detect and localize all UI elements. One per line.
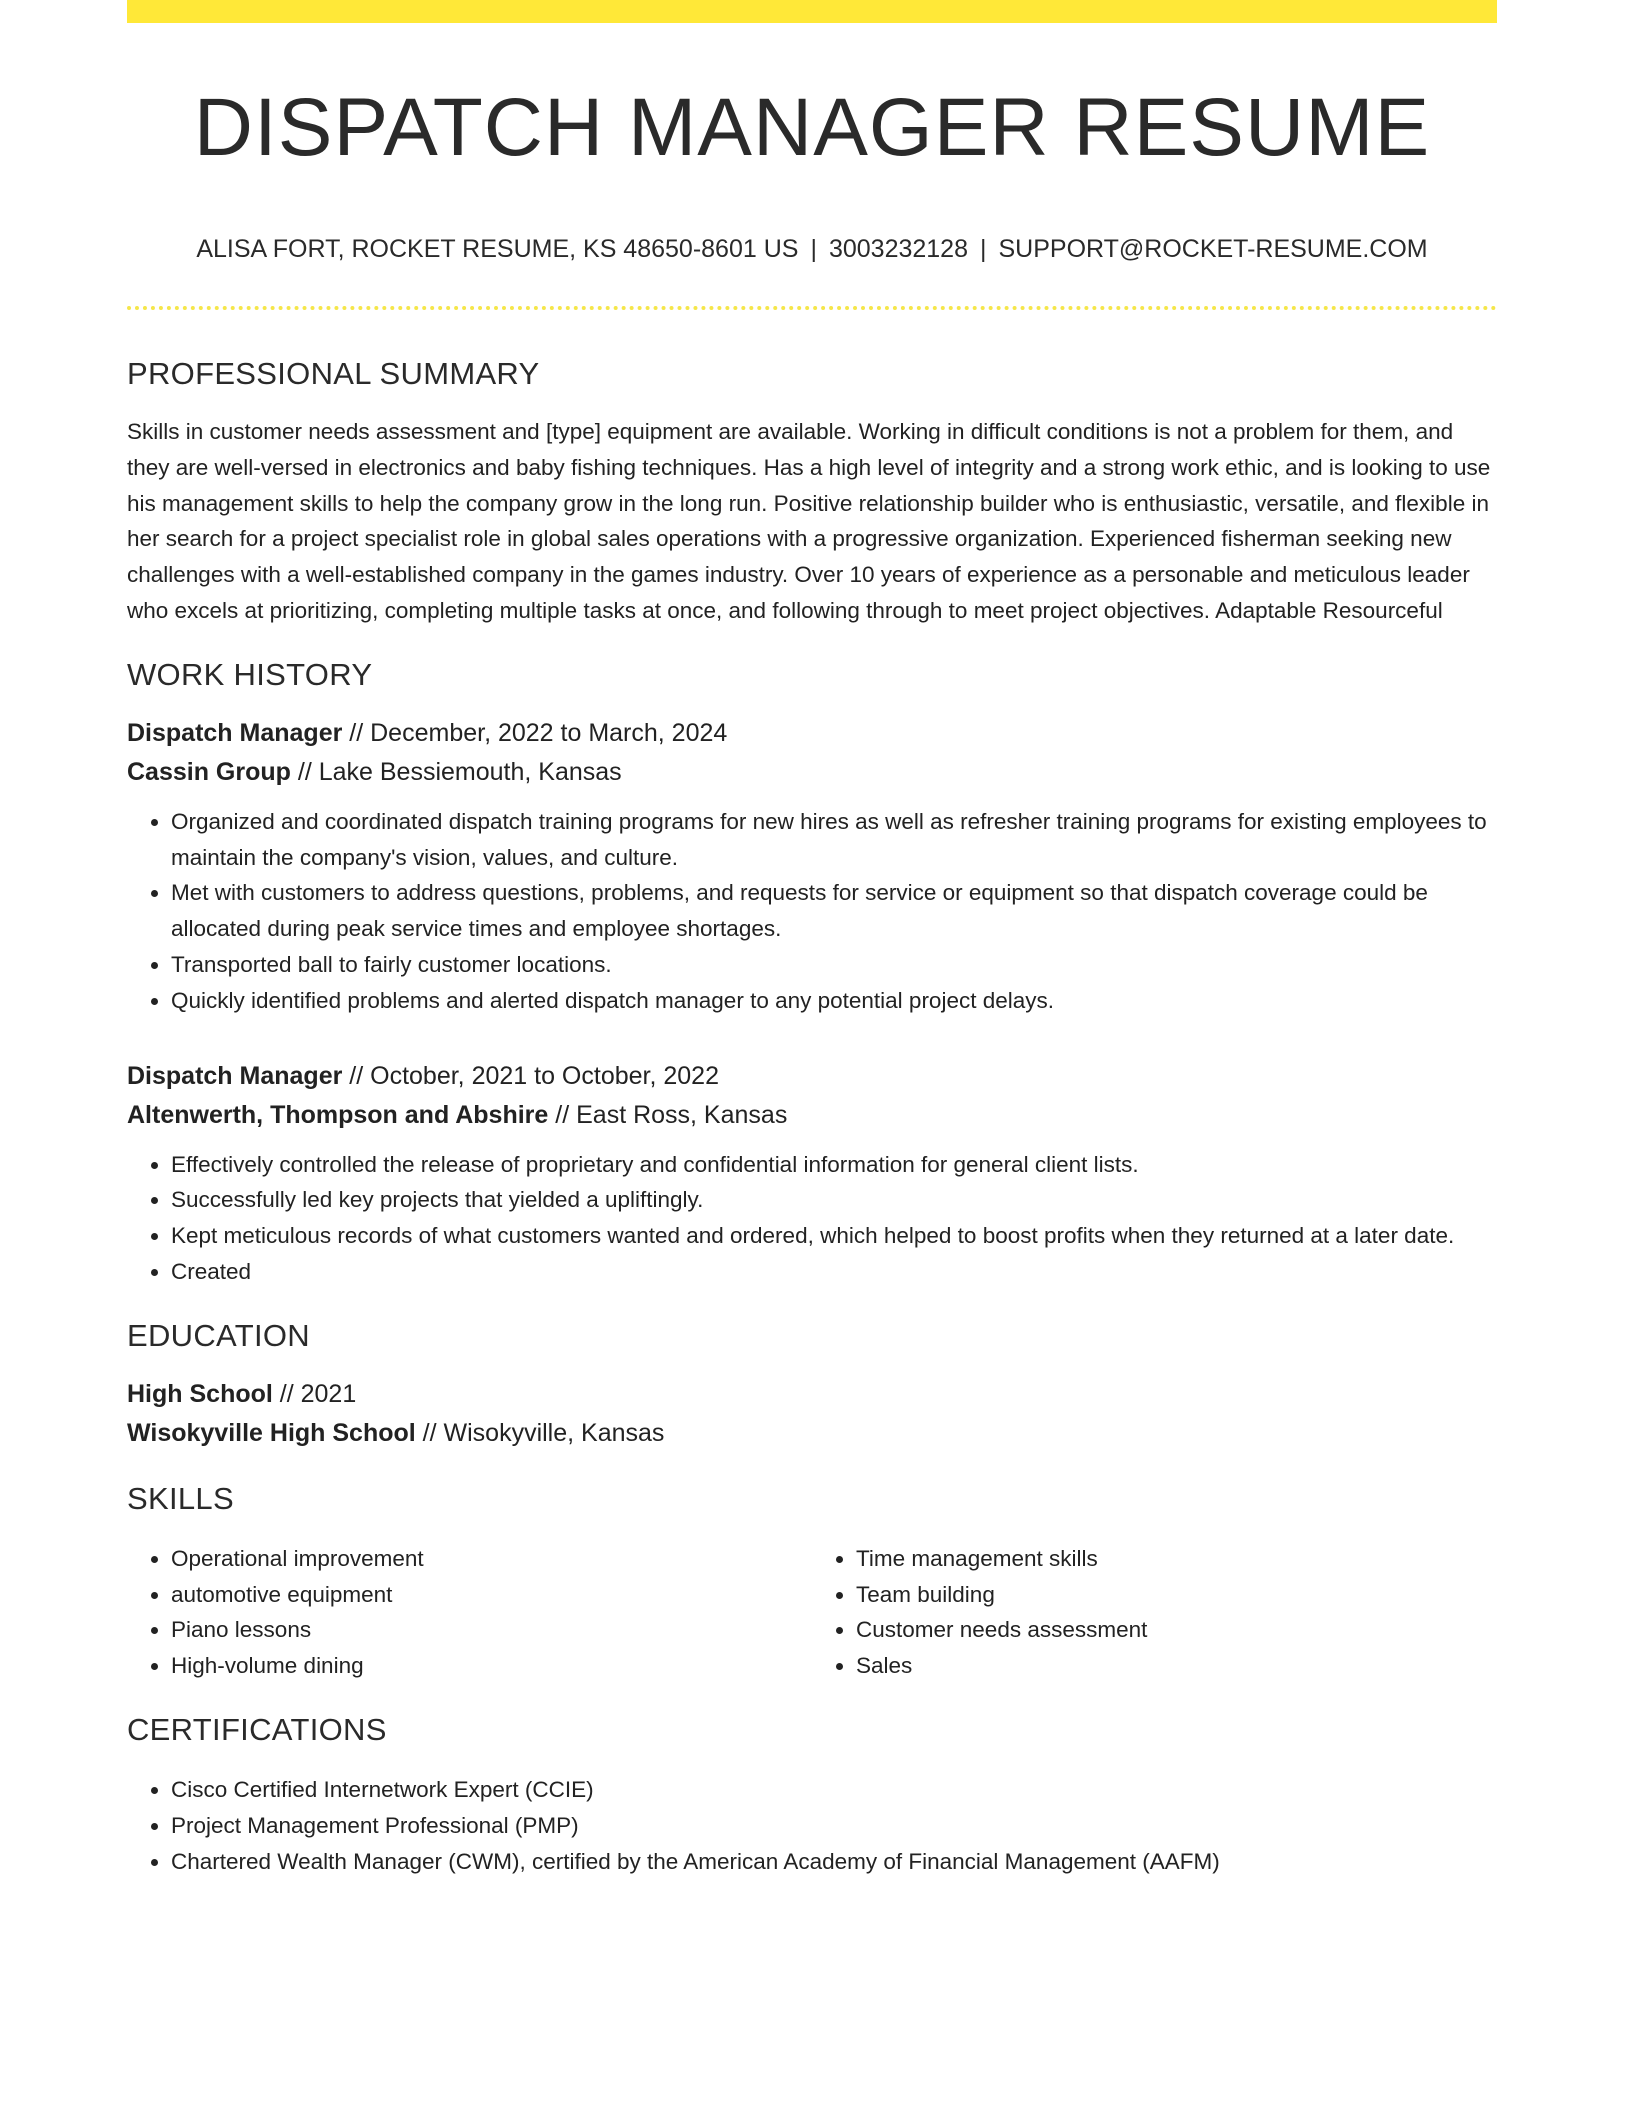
education-location: // Wisokyville, Kansas: [415, 1418, 665, 1447]
certifications-list: [127, 1772, 1497, 1879]
skill-item: • Team building: [856, 1577, 1497, 1613]
work-history-section: [127, 655, 1497, 1290]
summary-text: Skills in customer needs assessment and [type] equipment are available. Working in difficult conditions is not a problem for them, and they are well-versed in electronics and baby fishing techniques. Has a high level of integrity and a strong work ethic, and is looking to use his management skills to help the company grow in the long run. Positive relationship builder who is enthusiastic, versatile, and flexible in her search for a project specialist role in global sales operations with a progressive organization. Experienced fisherman seeking new challenges with a well-established company in the games industry. Over 10 years of experience as a personable and meticulous leader who excels at prioritizing, completing multiple tasks at once, and following through to meet project objectives. Adaptable Resourceful: [127, 419, 1491, 623]
job-bullet: • Successfully led key projects that yielded a upliftingly.: [171, 1182, 1497, 1218]
skills-list-right: [812, 1541, 1497, 1684]
job-company: Cassin Group: [127, 757, 291, 786]
dotted-divider: [127, 306, 1497, 310]
skill-item: • High-volume dining: [171, 1648, 812, 1684]
contact-address: ALISA FORT, ROCKET RESUME, KS 48650-8601 US: [196, 235, 799, 263]
education-school-line: [127, 1414, 1497, 1453]
job-bullet: • Organized and coordinated dispatch training programs for new hires as well as refresher training programs for existing employees to maintain the company's vision, values, and culture.: [171, 804, 1497, 876]
resume-content: [127, 0, 1497, 1879]
job-dates: // October, 2021 to October, 2022: [342, 1061, 719, 1090]
skill-item: • Operational improvement: [171, 1541, 812, 1577]
summary-section: [127, 354, 1497, 629]
contact-line: [127, 234, 1497, 264]
job-entry: [127, 1057, 1497, 1290]
job-entry: [127, 714, 1497, 1019]
skill-item: • automotive equipment: [171, 1577, 812, 1613]
resume-title: DISPATCH MANAGER RESUME: [193, 82, 1431, 173]
job-bullets: [127, 1147, 1497, 1290]
skills-section: [127, 1479, 1497, 1684]
education-year: // 2021: [272, 1379, 357, 1408]
job-bullets: [127, 804, 1497, 1019]
contact-separator: |: [810, 235, 817, 263]
skills-list-left: [127, 1541, 812, 1684]
skill-item: • Sales: [856, 1648, 1497, 1684]
job-bullet: • Kept meticulous records of what customers wanted and ordered, which helped to boost profits when they returned at a later date.: [171, 1218, 1497, 1254]
education-section: [127, 1316, 1497, 1453]
job-bullet: • Transported ball to fairly customer locations.: [171, 947, 1497, 983]
job-company: Altenwerth, Thompson and Abshire: [127, 1100, 549, 1129]
certification-item: • Chartered Wealth Manager (CWM), certified by the American Academy of Financial Management (AAFM): [171, 1844, 1497, 1880]
contact-separator: |: [980, 235, 987, 263]
certifications-heading: CERTIFICATIONS: [127, 1711, 387, 1747]
skill-item: • Customer needs assessment: [856, 1612, 1497, 1648]
skills-columns: [127, 1541, 1497, 1684]
job-bullet: • Created: [171, 1254, 1497, 1290]
skill-item: • Time management skills: [856, 1541, 1497, 1577]
certification-item: • Cisco Certified Internetwork Expert (CCIE): [171, 1772, 1497, 1808]
summary-heading: PROFESSIONAL SUMMARY: [127, 356, 540, 391]
education-degree-line: [127, 1375, 1497, 1414]
job-company-line: [127, 1096, 1497, 1135]
job-bullet: • Effectively controlled the release of proprietary and confidential information for general client lists.: [171, 1147, 1497, 1183]
job-location: // East Ross, Kansas: [548, 1100, 788, 1129]
contact-phone: 3003232128: [828, 235, 968, 263]
skills-heading: SKILLS: [127, 1480, 234, 1516]
certifications-section: [127, 1710, 1497, 1879]
job-title: Dispatch Manager: [127, 718, 343, 747]
job-title-line: [127, 714, 1497, 753]
job-company-line: [127, 753, 1497, 792]
job-location: // Lake Bessiemouth, Kansas: [290, 757, 622, 786]
work-history-heading: WORK HISTORY: [127, 656, 373, 692]
education-degree: High School: [127, 1379, 273, 1408]
education-school: Wisokyville High School: [127, 1418, 416, 1447]
job-bullet: • Quickly identified problems and alerted dispatch manager to any potential project delays.: [171, 983, 1497, 1019]
job-dates: // December, 2022 to March, 2024: [342, 718, 728, 747]
job-title-line: [127, 1057, 1497, 1096]
skill-item: • Piano lessons: [171, 1612, 812, 1648]
job-bullet: • Met with customers to address questions, problems, and requests for service or equipment so that dispatch coverage could be allocated during peak service times and employee shortages.: [171, 875, 1497, 947]
contact-email: SUPPORT@ROCKET-RESUME.COM: [998, 235, 1428, 263]
job-title: Dispatch Manager: [127, 1061, 343, 1090]
certification-item: • Project Management Professional (PMP): [171, 1808, 1497, 1844]
education-heading: EDUCATION: [127, 1317, 310, 1353]
